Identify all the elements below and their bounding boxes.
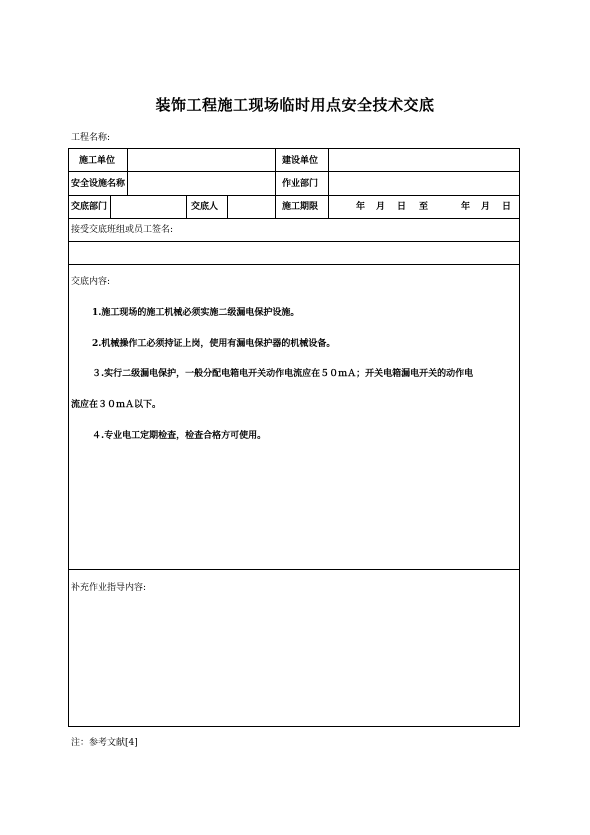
- col-divider: [227, 195, 228, 218]
- handover-person-label: 交底人: [191, 202, 219, 212]
- period-start-month: 月: [376, 202, 386, 212]
- project-name-label: 工程名称:: [71, 133, 111, 143]
- content-line-5: ４.专业电工定期检查，检查合格方可使用。: [92, 431, 267, 441]
- period-end-month: 月: [481, 202, 491, 212]
- period-start-day: 日: [397, 202, 407, 212]
- col-divider: [127, 148, 128, 195]
- page-title: 装饰工程施工现场临时用点安全技术交底: [155, 96, 435, 114]
- content-label: 交底内容:: [71, 277, 111, 287]
- developer-unit-label: 建设单位: [282, 156, 319, 166]
- row-divider: [68, 264, 520, 265]
- content-line-3: ３.实行二级漏电保护，一般分配电箱电开关动作电流应在５０ｍＡ；开关电箱漏电开关的动作电: [92, 369, 474, 379]
- construction-unit-label: 施工单位: [79, 156, 116, 166]
- work-department-label: 作业部门: [282, 179, 319, 189]
- section-divider: [68, 569, 520, 570]
- period-end-day: 日: [502, 202, 512, 212]
- safety-facility-label: 安全设施名称: [71, 179, 126, 189]
- content-line-4: 流应在３０ｍＡ以下。: [71, 400, 162, 410]
- col-divider: [328, 148, 329, 218]
- row-divider: [68, 218, 520, 219]
- supplement-label: 补充作业指导内容:: [71, 583, 147, 593]
- row-divider: [68, 195, 520, 196]
- period-end-year: 年: [461, 202, 471, 212]
- row-divider: [68, 241, 520, 242]
- handover-department-label: 交底部门: [71, 202, 108, 212]
- content-line-1: 1.施工现场的施工机械必须实施二级漏电保护设施。: [92, 308, 300, 318]
- row-divider: [68, 171, 520, 172]
- col-divider: [186, 195, 187, 218]
- construction-period-label: 施工期限: [282, 202, 319, 212]
- period-to: 至: [419, 202, 429, 212]
- period-start-year: 年: [356, 202, 366, 212]
- footnote: 注：参考文献[4]: [71, 738, 138, 748]
- col-divider: [275, 148, 276, 218]
- content-line-2: 2.机械操作工必须持证上岗，使用有漏电保护器的机械设备。: [92, 339, 336, 349]
- signature-label: 接受交底班组或员工签名:: [71, 225, 174, 235]
- col-divider: [110, 195, 111, 218]
